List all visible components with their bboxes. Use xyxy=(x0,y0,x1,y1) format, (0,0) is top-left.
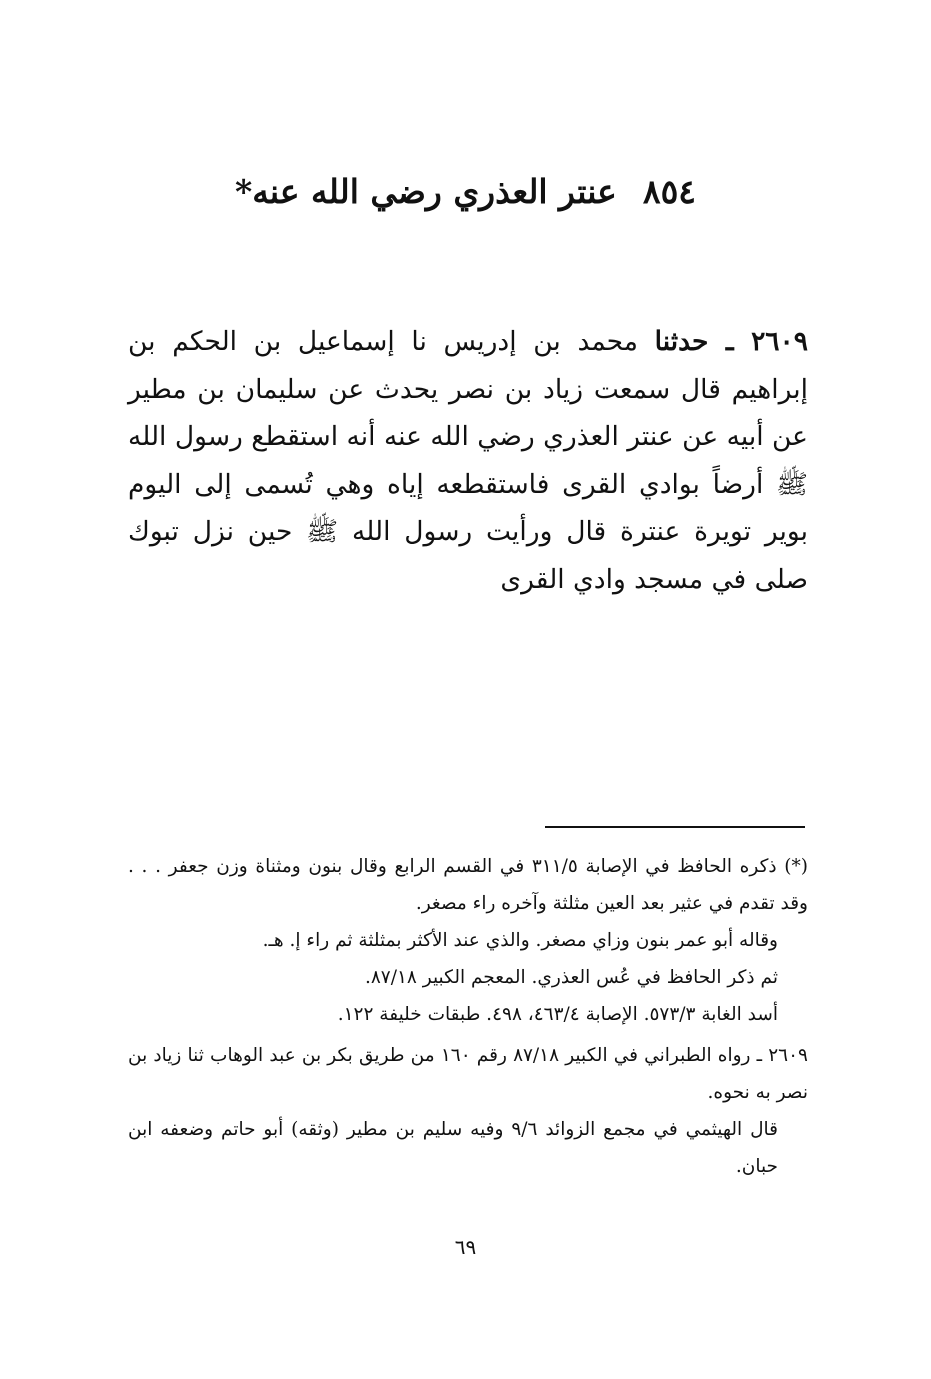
star-footnote-line-3: ثم ذكر الحافظ في عُس العذري. المعجم الكبير ٨٧/١٨. xyxy=(364,967,778,988)
hadith-body: محمد بن إدريس نا إسماعيل بن الحكم بن إبراهيم قال سمعت زياد بن نصر يحدث عن سليمان بن مطير عن أبيه عن عنتر العذري رضي الله عنه أنه استقطع رسول الله ﷺ أرضاً بوادي القرى فاستقطعه إياه وهي تُسمى إلى اليوم بوير تويرة عنترة قال ورأيت رسول الله ﷺ حين نزل تبوك صلى في مسجد وادي القرى xyxy=(128,326,808,595)
chapter-number: ٨٥٤ xyxy=(642,172,697,211)
footnote-divider xyxy=(545,826,805,828)
hadith-text xyxy=(128,318,808,603)
star-footnote-line-4: أسد الغابة ٥٧٣/٣. الإصابة ٤٦٣/٤، ٤٩٨. طبقات خليفة ١٢٢. xyxy=(337,1004,778,1025)
hadith-lead: ٢٦٠٩ ـ حدثنا xyxy=(654,326,808,357)
chapter-title: عنتر العذري رضي الله عنه* xyxy=(234,172,617,211)
chapter-heading xyxy=(0,168,931,216)
star-footnote-line-2: وقاله أبو عمر بنون وزاي مصغر. والذي عند الأكثر بمثلثة ثم راء إ. هـ. xyxy=(262,930,778,951)
page-number: ٦٩ xyxy=(454,1235,477,1259)
star-footnote-line-1: (*) ذكره الحافظ في الإصابة ٣١١/٥ في القسم الرابع وقال بنون ومثناة وزن جعفر . . . وقد تقدم في عثير بعد العين مثلثة وآخره راء مصغر. xyxy=(128,856,808,914)
footnotes xyxy=(128,848,808,1185)
hadith-footnote-line-1: ٢٦٠٩ ـ رواه الطبراني في الكبير ٨٧/١٨ رقم ١٦٠ من طريق بكر بن عبد الوهاب ثنا زياد بن نصر به نحوه. xyxy=(128,1045,808,1103)
hadith-footnote-line-2: قال الهيثمي في مجمع الزوائد ٩/٦ وفيه سليم بن مطير (وثقه) أبو حاتم وضعفه ابن حبان. xyxy=(128,1119,778,1177)
